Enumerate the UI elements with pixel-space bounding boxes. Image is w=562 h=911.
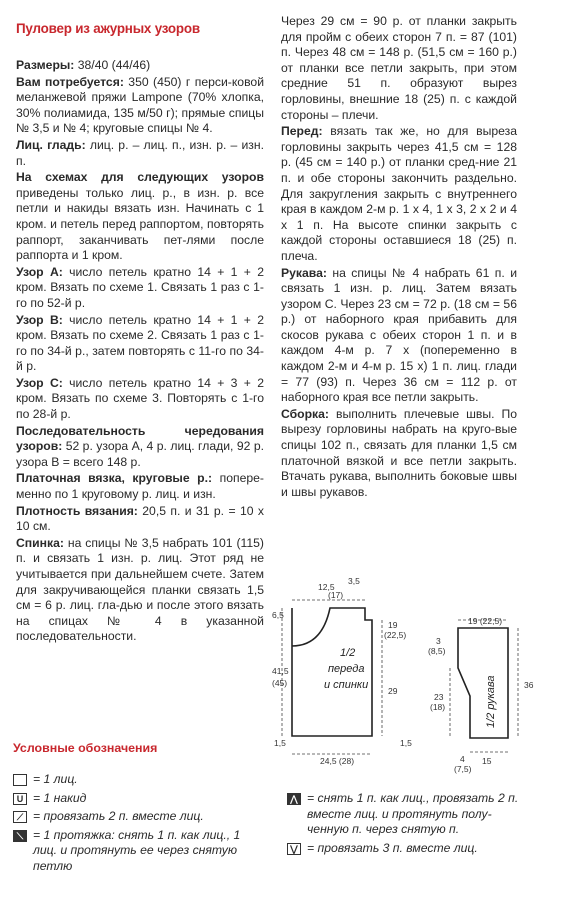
paragraph-label: Размеры: — [16, 58, 75, 72]
paragraph-text: 20,5 п. и 31 р. = 10 х 10 см. — [16, 503, 264, 534]
paragraph-label: Вам потребуется: — [16, 74, 124, 89]
dim-right-band: 1,5 — [400, 738, 412, 748]
dim-sleeve-top-inc: 3 — [436, 636, 441, 646]
dim-sleeve-lower-alt: (18) — [430, 702, 446, 712]
legend-item — [13, 772, 253, 788]
dim-left-total-alt: (45) — [272, 678, 288, 688]
instruction-paragraph — [16, 313, 264, 375]
k2tog-icon: ⟋ — [13, 811, 27, 823]
dim-armhole: 19 — [388, 620, 398, 630]
paragraph-label: Платочная вязка, круговые р.: — [16, 471, 213, 486]
body-label-half: 1/2 — [340, 647, 356, 659]
paragraph-text: число петель кратно 14 + 1 + 2 кром. Вязать по схеме 1. Связать 1 раз с 1-го по 52-й р. — [16, 264, 264, 310]
paragraph-label: Последовательность чередования узоров: — [16, 423, 264, 454]
instruction-paragraph — [281, 124, 517, 264]
ssk-icon: ⟍ — [13, 830, 27, 842]
instruction-paragraph — [16, 504, 264, 535]
paragraph-label: Узор В: — [16, 312, 63, 327]
instruction-paragraph — [281, 407, 517, 501]
dim-top-shoulder: 3,5 — [348, 576, 360, 586]
paragraph-label: Сборка: — [281, 406, 329, 421]
instruction-paragraph — [16, 376, 264, 423]
instruction-paragraph — [281, 266, 517, 406]
dim-sleeve-top-inc-alt: (8,5) — [428, 646, 446, 656]
paragraph-text: на спицы № 4 набрать 61 п. и связать 1 изн. р. лиц. Затем вязать узором С. Через 23 см = 72 р. (18 см = 56 р.) от наборного края прибавить для скосов рукава с обеих сторон 1 п. и в каждом 4-м р. 7 х (попеременно в каждом 2-м и 4-м р. 15 х) 1 п. лиц. глади = 77 (93) п. Через 36 см = 112 р. от наборного края все петли закрыть. — [281, 265, 517, 405]
instruction-paragraph — [16, 424, 264, 471]
dim-left-total: 41,5 — [272, 666, 289, 676]
dim-left-top: 6,5 — [272, 610, 284, 620]
paragraph-text: лиц. р. – лиц. п., изн. р. – изн. п. — [16, 137, 265, 168]
paragraph-text: число петель кратно 14 + 3 + 2 кром. Вязать по схеме 3. Повторять с 1-го по 28-й р. — [16, 375, 264, 422]
dim-top-neck: 12,5 — [318, 582, 335, 592]
dim-bottom-band: 1,5 — [274, 738, 286, 748]
instructions-left-column — [16, 58, 264, 646]
paragraph-text: Через 29 см = 90 р. от планки закрыть для пройм с обеих сторон 7 п. = 87 (101) п. Через 48 см = 148 р. (51,5 см = 160 р.) от планки все петли закрыть, при этом средние 51 п. образуют вырез горловины, внешние 18 (25) п. с каждой стороны – плечи. — [281, 14, 517, 122]
paragraph-text: вязать так же, но для выреза горловины закрыть через 41,5 см = 128 р. (45 см = 140 р.) от планки сред-ние 21 п. и обе стороны закончить раздельно. Для закругления закрыть с внутреннего края в каждом 2-м р. 1 х 4, 1 х 3, 2 х 2 и 4 х 1 п. На высоте спинки закрыть с каждой стороны оставшиеся 18 (25) п. плеча. — [281, 124, 517, 263]
instruction-paragraph — [16, 265, 264, 312]
paragraph-label: Плотность вязания: — [16, 503, 138, 518]
paragraph-label: На схемах для следующих узоров — [16, 170, 264, 185]
paragraph-label: Рукава: — [281, 265, 327, 280]
instruction-paragraph — [16, 75, 264, 137]
dim-sleeve-top: 19 (22,5) — [468, 616, 503, 626]
paragraph-text: на спицы № 3,5 набрать 101 (115) п. и связать 1 изн. р. лиц. Этот ряд не учитывается при дальнейшем счете. Затем для закручивающейся планки связать 1,5 см = 6 р. лиц. гла-дью и после этого вязать на спицах № 4 в указанной последовательности. — [16, 535, 264, 644]
paragraph-text: выполнить плечевые швы. По вырезу горловины набрать на круго-вые спицы 102 п., связать для планки 1,5 см платочной вязкой и все петли закрыть. Втачать рукава, выполнить боковые швы и швы рукавов. — [281, 406, 517, 499]
instruction-paragraph — [16, 471, 264, 502]
legend-text: = 1 лиц. — [33, 772, 78, 786]
paragraph-label: Узор С: — [16, 375, 63, 390]
legend-item — [287, 791, 527, 838]
legend-item — [287, 841, 527, 857]
sleeve-label: 1/2 рукава — [485, 675, 497, 728]
instruction-paragraph — [281, 14, 517, 123]
instructions-right-column — [281, 14, 517, 501]
legend-item — [13, 828, 253, 875]
dim-sleeve-cuff-alt: (7,5) — [454, 764, 472, 774]
dim-side: 29 — [388, 686, 398, 696]
paragraph-text: попере-менно по 1 круговому р. лиц. и изн. — [16, 471, 264, 502]
schematic-diagram — [272, 568, 562, 783]
paragraph-label: Перед: — [281, 124, 323, 139]
instruction-paragraph — [16, 536, 264, 645]
legend-text: = провязать 3 п. вместе лиц. — [307, 840, 478, 855]
paragraph-label: Лиц. гладь: — [16, 137, 86, 152]
legend-list-left — [13, 772, 253, 878]
dim-sleeve-lower: 23 — [434, 692, 444, 702]
dim-sleeve-bottom: 15 — [482, 756, 492, 766]
paragraph-text: 350 (450) г перси-ковой меланжевой пряжи Lampone (70% хлопка, 30% полиамида, 135 м/50 г); прямые спицы № 3,5 и № 4; круговые спицы № 4. — [16, 74, 265, 136]
paragraph-label: Спинка: — [16, 535, 64, 550]
dim-sleeve-height: 36 — [524, 680, 534, 690]
k3tog-icon: ⋁ — [287, 843, 301, 855]
legend-item — [13, 791, 253, 807]
legend-text: = провязать 2 п. вместе лиц. — [33, 809, 204, 824]
paragraph-text: 38/40 (44/46) — [74, 58, 151, 72]
legend-text: = снять 1 п. как лиц., провязать 2 п. вместе лиц. и протянуть полу-ченную п. через снятую п. — [307, 791, 519, 837]
instruction-paragraph — [16, 170, 264, 264]
paragraph-text: 52 р. узора А, 4 р. лиц. глади, 92 р. узора В = всего 148 р. — [16, 439, 264, 469]
dim-sleeve-cuff: 4 — [460, 754, 465, 764]
paragraph-text: число петель кратно 14 + 1 + 2 кром. Вязать по схеме 2. Связать 1 раз с 1-го по 34-й р., затем повторять с 11-го по 34-й р. — [16, 312, 264, 374]
sk2p-icon: ⋀ — [287, 793, 301, 805]
paragraph-text: приведены только лиц. р., в изн. р. все петли и накиды вязать изн. Начинать с 1 кром. и петель перед раппортом, повторять раппорт, заканчивать пет-лями после раппорта и 1 кром. — [16, 185, 264, 263]
legend-text: = 1 накид — [33, 790, 87, 805]
legend-list-right — [287, 791, 527, 859]
sleeve-piece — [458, 628, 508, 738]
dim-bottom-width: 24,5 (28) — [320, 756, 355, 766]
dim-top-neck-alt: (17) — [328, 590, 344, 600]
body-label-front: переда — [328, 663, 365, 675]
legend-text: = 1 протяжка: снять 1 п. как лиц., 1 лиц. и протянуть ее через снятую петлю — [33, 827, 241, 873]
paragraph-label: Узор А: — [16, 264, 63, 279]
legend-title: Условные обозначения — [13, 741, 158, 755]
instruction-paragraph — [16, 58, 264, 74]
page-title: Пуловер из ажурных узоров — [16, 21, 200, 36]
instruction-paragraph — [16, 138, 264, 169]
empty-square-icon — [13, 774, 27, 786]
dim-armhole-alt: (22,5) — [384, 630, 407, 640]
yarn-over-icon: U — [13, 793, 27, 805]
legend-item — [13, 809, 253, 825]
body-label-back: и спинки — [324, 679, 369, 691]
